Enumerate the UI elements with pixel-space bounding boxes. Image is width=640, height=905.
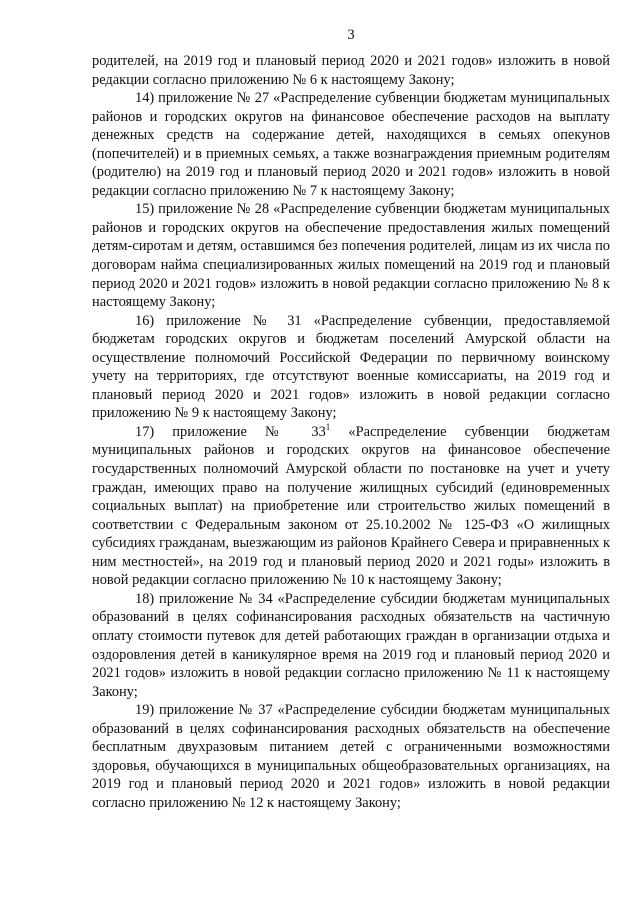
superscript-index: 1 [325, 421, 331, 432]
paragraph-item-15: 15) приложение № 28 «Распределение субвенции бюджетам муниципальных районов и городских округов на обеспечение предоставления жилых помещений детям-сиротам и детям, оставшимся без попечения родителей, лицам из их числа по договорам найма специализированных жилых помещений на 2019 год и плановый период 2020 и 2021 годов» изложить в новой редакции согласно приложению № 8 к настоящему Закону; [92, 201, 610, 311]
paragraph-item-19: 19) приложение № 37 «Распределение субсидии бюджетам муниципальных образований в целях софинансирования расходных обязательств на обеспечение бесплатным двухразовым питанием детей с ограниченными возможностями здоровья, обучающихся в муниципальных общеобразовательных организациях, на 2019 год и плановый период 2020 и 2021 годов» изложить в новой редакции согласно приложению № 12 к настоящему Закону; [92, 702, 610, 811]
paragraph-continuation: родителей, на 2019 год и плановый период 2020 и 2021 годов» изложить в новой редакции согласно приложению № 6 к настоящему Закону; [92, 53, 610, 88]
paragraph-item-17 [92, 423, 610, 590]
paragraph-item-14: 14) приложение № 27 «Распределение субвенции бюджетам муниципальных районов и городских округов на финансовое обеспечение расходов на выплату денежных средств на содержание детей, находящихся в семьях опекунов (попечителей) и в приемных семьях, а также вознаграждения приемным родителям (родителю) на 2019 год и плановый период 2020 и 2021 годов» изложить в новой редакции согласно приложению № 7 к настоящему Закону; [92, 90, 610, 199]
page-number: 3 [347, 27, 355, 43]
paragraph-item-16: 16) приложение № 31 «Распределение субвенции, предоставляемой бюджетам городских округов и бюджетам поселений Амурской области на осуществление полномочий Российской Федерации по первичному воинскому учету на территориях, где отсутствуют военные комиссариаты, на 2019 год и плановый период 2020 и 2021 годов» изложить в новой редакции согласно приложению № 9 к настоящему Закону; [92, 312, 610, 422]
paragraph-item-17-start: 17) приложение № 33 [135, 423, 326, 440]
paragraph-item-18: 18) приложение № 34 «Распределение субсидии бюджетам муниципальных образований в целях софинансирования расходных обязательств на частичную оплату стоимости путевок для детей работающих граждан в организации отдыха и оздоровления детей в каникулярное время на 2019 год и плановый период 2020 и 2021 годов» изложить в новой редакции согласно приложению № 11 к настоящему Закону; [92, 590, 610, 700]
paragraph-item-17-rest: «Распределение субвенции бюджетам муниципальных районов и городских округов на финансовое обеспечение государственных полномочий Амурской области по постановке на учет и учету граждан, имеющих право на получение жилищных субсидий (единовременных социальных выплат) на приобретение или строительство жилых помещений в соответствии с Федеральным законом от 25.10.2002 № 125-ФЗ «О жилищных субсидиях гражданам, выезжающим из районов Крайнего Севера и приравненных к ним местностей», на 2019 год и плановый период 2020 и 2021 годы» изложить в новой редакции согласно приложению № 10 к настоящему Закону; [92, 423, 610, 589]
